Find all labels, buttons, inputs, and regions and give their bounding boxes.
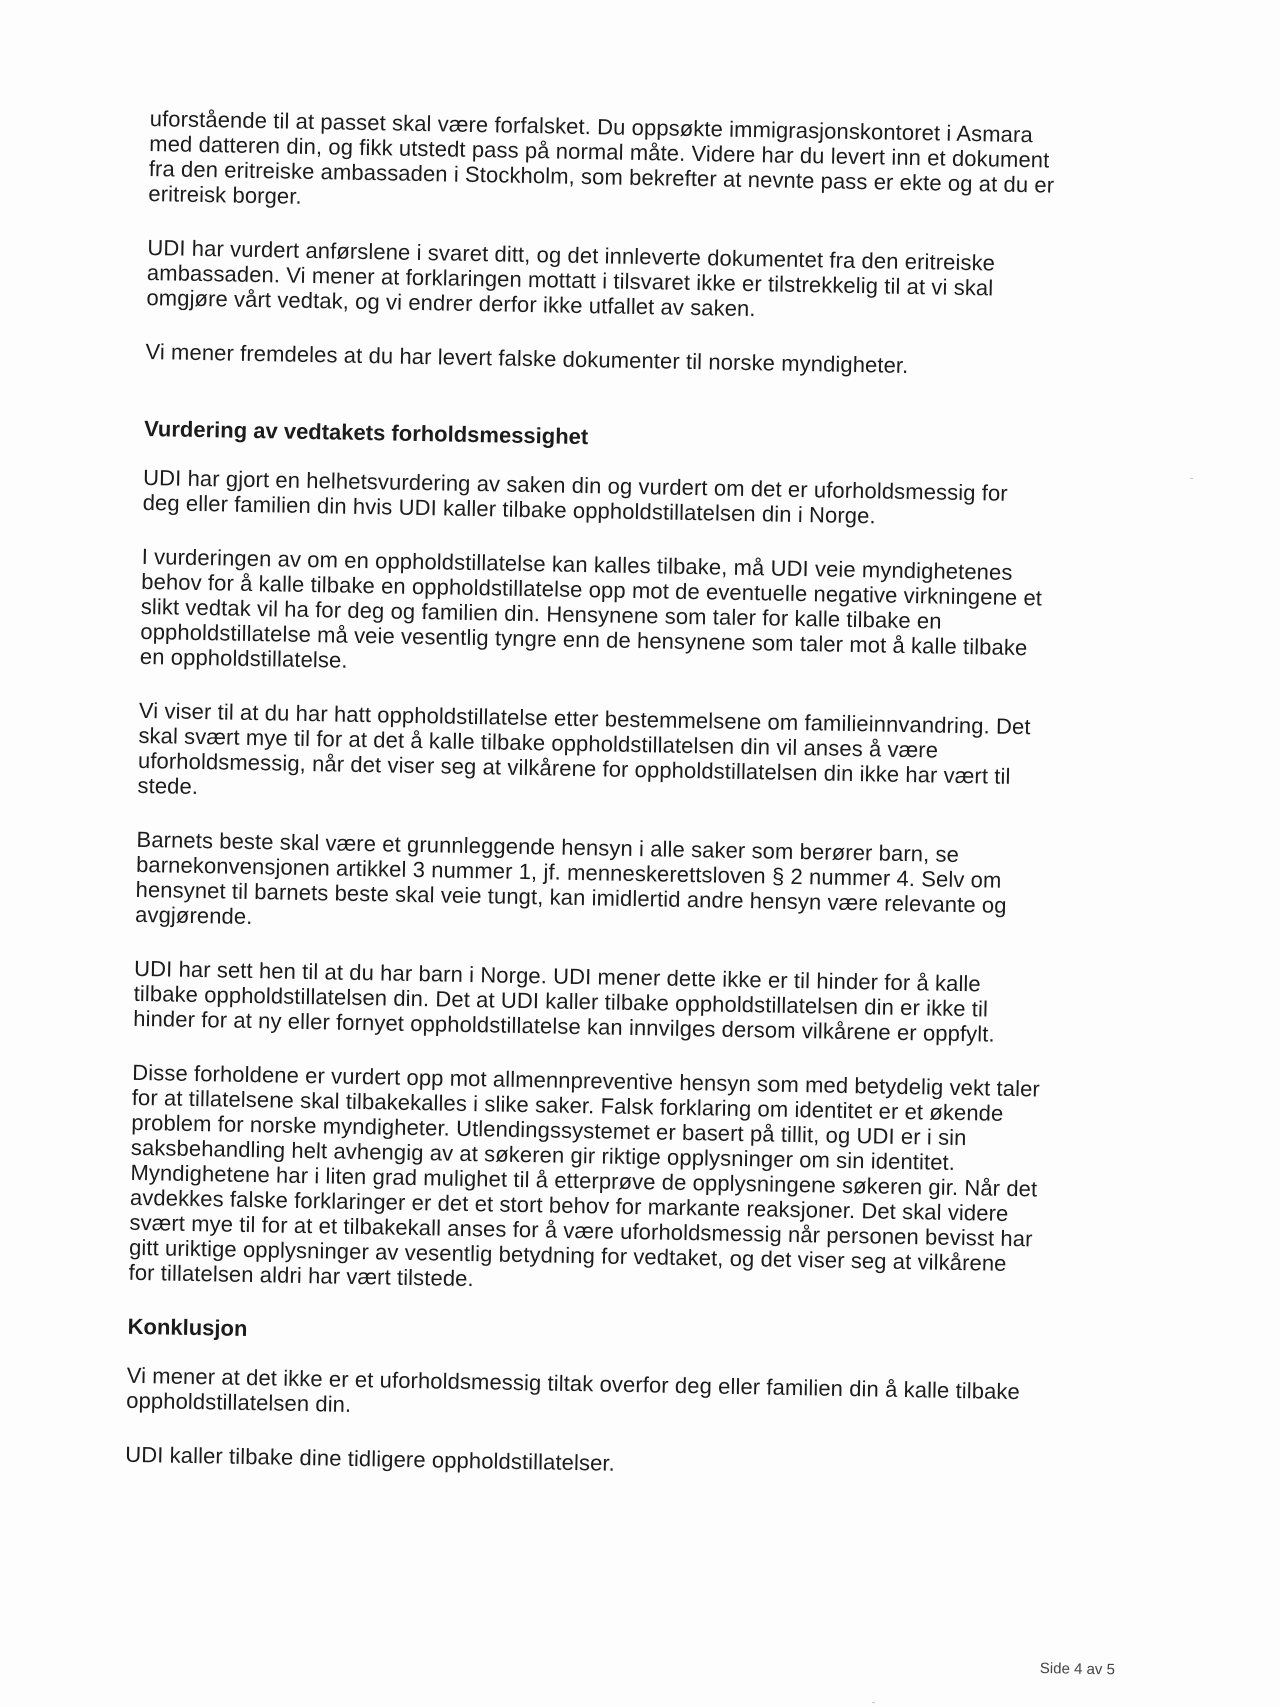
section1-paragraph-6: Disse forholdene er vurdert opp mot allmennpreventive hensyn som med betydelig vekt taler for at tillatelsene skal tilbakekalles i slike saker. Falsk forklaring om identitet er et økende problem for norske myndigheter. Utlendingssystemet er basert på tillit, og UDI er i sin saksbehandling helt avhengig av at søkeren gir riktige opplysninger om sin identitet. Myndighetene har i liten grad mulighet til å etterprøve de opplysningene søkeren gir. Når det avdekkes falske forklaringer er det et stort behov for markante reaksjoner. Det skal videre svært mye til for at et tilbakekall anses for å være uforholdsmessig når personen bevisst har gitt uriktige opplysninger av vesentlig betydning for vedtaket, og det viser seg at vilkårene for tillatelsen aldri har vært tilstede. (128, 1059, 1041, 1292)
intro-paragraph-3: Vi mener fremdeles at du har levert falske dokumenter til norske myndigheter. (145, 338, 909, 378)
letter-body (125, 106, 1140, 1514)
conclusion-paragraph-1: Vi mener at det ikke er et uforholdsmessig tiltak overfor deg eller familien din å kalle tilbake oppholdstillatelsen din. (126, 1362, 1021, 1417)
intro-paragraph-1: uforstående til at passet skal være forfalsket. Du oppsøkte immigrasjonskontoret i Asmara med datteren din, og fikk utstedt pass på normal måte. Videre har du levert inn et dokument fra den eritreiske ambassaden i Stockholm, som bekrefter at nevnte pass er ekte og at du er eritreisk borger. (148, 106, 1055, 209)
page-number: Side 4 av 5 (1039, 1660, 1116, 1679)
scan-speck (1190, 478, 1193, 479)
section1-paragraph-5: UDI har sett hen til at du har barn i Norge. UDI mener dette ikke er til hinder for å kalle tilbake oppholdstillatelsen din. Det at UDI kaller tilbake oppholdstillatelsen din er ikke til hinder for at ny eller fornyet oppholdstillatelse kan innvilges dersom vilkårene er oppfylt. (133, 955, 995, 1047)
section-heading-conclusion: Konklusjon (127, 1313, 248, 1341)
section1-paragraph-2: I vurderingen av om en oppholdstillatelse kan kalles tilbake, må UDI veie myndighetenes behov for å kalle tilbake en oppholdstillatelse opp mot de eventuelle negative virkningene et slikt vedtak vil ha for deg og familien din. Hensynene som taler for kalle tilbake en oppholdstillatelse må veie vesentlig tyngre enn de hensynene som taler mot å kalle tilbake en oppholdstillatelse. (139, 543, 1043, 673)
section1-paragraph-1: UDI har gjort en helhetsvurdering av saken din og vurdert om det er uforholdsmessig for deg eller familien din hvis UDI kaller tilbake oppholdstillatelsen din i Norge. (142, 464, 1008, 529)
section-heading-proportionality: Vurdering av vedtakets forholdsmessighet (143, 415, 589, 450)
conclusion-paragraph-2: UDI kaller tilbake dine tidligere oppholdstillatelser. (125, 1441, 616, 1476)
intro-paragraph-2: UDI har vurdert anførslene i svaret ditt, og det innleverte dokumentet fra den eritreiske ambassaden. Vi mener at forklaringen mottatt i tilsvaret ikke er tilstrekkelig til at vi skal omgjøre vårt vedtak, og vi endrer derfor ikke utfallet av saken. (146, 234, 996, 322)
section1-paragraph-4: Barnets beste skal være et grunnleggende hensyn i alle saker som berører barn, se barnekonvensjonen artikkel 3 nummer 1, jf. menneskerettsloven § 2 nummer 4. Selv om hensynet til barnets beste skal veie tungt, kan imidlertid andre hensyn være relevante og avgjørende. (134, 826, 1007, 930)
section1-paragraph-3: Vi viser til at du har hatt oppholdstillatelse etter bestemmelsene om familieinnvandring. Det skal svært mye til for at det å kalle tilbake oppholdstillatelsen din vil anses å være uforholdsmessig, når det viser seg at vilkårene for oppholdstillatelsen din ikke har vært til stede. (137, 697, 1031, 799)
scan-speck (872, 1702, 875, 1703)
